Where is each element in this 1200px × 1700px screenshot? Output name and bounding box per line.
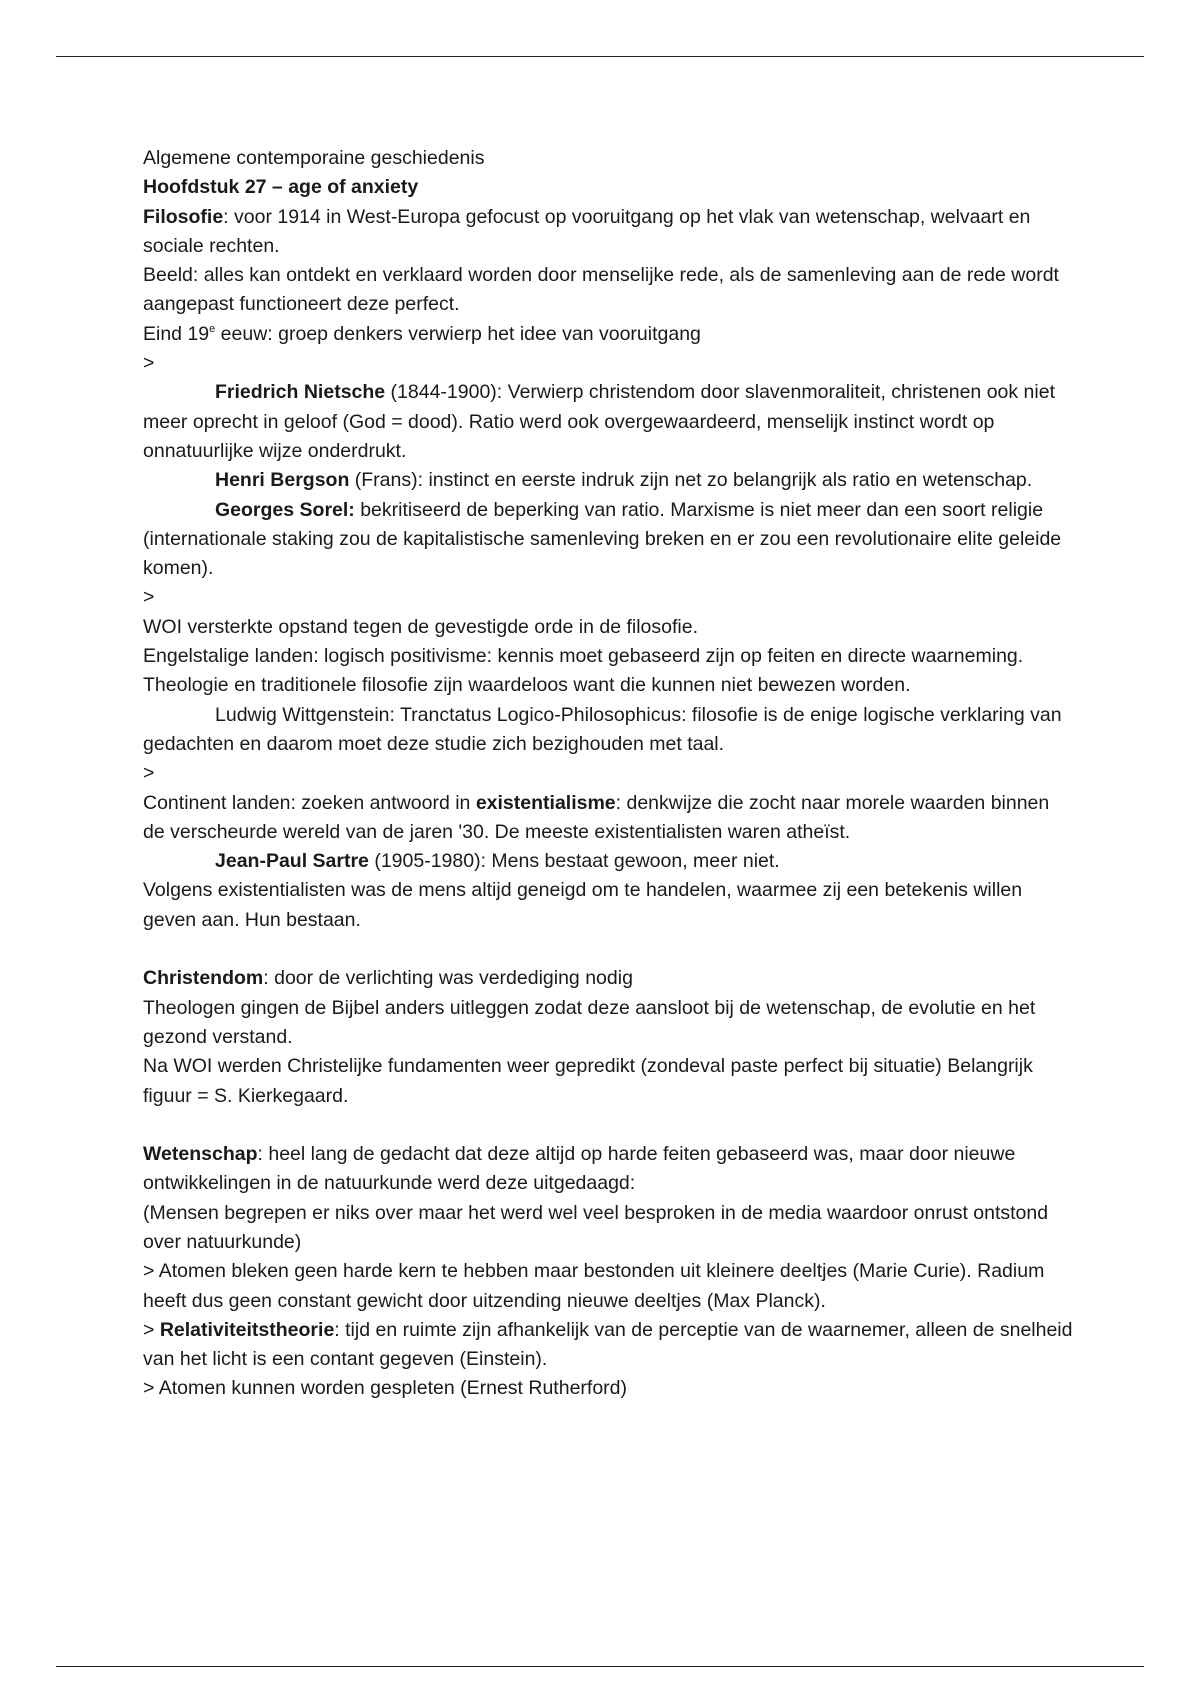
christendom-label: Christendom <box>143 967 264 990</box>
continent-paragraph: Continent landen: zoeken antwoord in existentialisme: denkwijze die zocht naar morele waarden binnen de verscheurde wereld van de jaren '30. De meeste existentialisten waren atheïst. <box>143 791 1050 843</box>
filosofie-intro: Filosofie: voor 1914 in West-Europa gefocust op vooruitgang op het vlak van wetenschap, welvaart en sociale rechten. <box>143 205 1031 257</box>
bergson-paragraph: Henri Bergson (Frans): instinct en eerste indruk zijn net zo belangrijk als ratio en wetenschap. <box>215 469 1033 492</box>
footer-rule <box>56 1666 1144 1667</box>
theologen-paragraph: Theologen gingen de Bijbel anders uitleggen zodat deze aansloot bij de wetenschap, de evolutie en het gezond verstand. <box>143 996 1036 1048</box>
nietsche-paragraph: Friedrich Nietsche (1844-1900): Verwierp christendom door slavenmoraliteit, christenen ook niet meer oprecht in geloof (God = dood). Ratio werd ook overgewaardeerd, menselijk instinct wordt op onnatuurlijke wijze onderdrukt. <box>143 381 1055 462</box>
filosofie-label: Filosofie <box>143 205 224 228</box>
wetenschap-label: Wetenschap <box>143 1143 258 1166</box>
arrow-marker: > <box>143 586 155 609</box>
arrow-marker: > <box>143 762 155 785</box>
sorel-paragraph: Georges Sorel: bekritiseerd de beperking van ratio. Marxisme is niet meer dan een soort religie (internationale staking zou de kapitalistische samenleving breken en er zou een revolutionaire elite geleide komen). <box>143 498 1062 580</box>
woi-paragraph: WOI versterkte opstand tegen de gevestigde orde in de filosofie. <box>143 615 698 638</box>
chapter-title: Hoofdstuk 27 – age of anxiety <box>143 176 419 199</box>
beeld-paragraph: Beeld: alles kan ontdekt en verklaard worden door menselijke rede, als de samenleving aan de rede wordt aangepast functioneert deze perfect. <box>143 264 1059 316</box>
eind-paragraph: Eind 19e eeuw: groep denkers verwierp het idee van vooruitgang <box>143 322 701 345</box>
arrow-marker: > <box>143 352 155 375</box>
wetenschap-intro: Wetenschap: heel lang de gedacht dat deze altijd op harde feiten gebaseerd was, maar door nieuwe ontwikkelingen in de natuurkunde werd deze uitgedaagd: <box>143 1143 1016 1195</box>
document-body <box>143 144 1073 1404</box>
sartre-paragraph: Jean-Paul Sartre (1905-1980): Mens bestaat gewoon, meer niet. <box>215 850 780 873</box>
header-rule <box>56 56 1144 57</box>
volgens-paragraph: Volgens existentialisten was de mens altijd geneigd om te handelen, waarmee zij een betekenis willen geven aan. Hun bestaan. <box>143 879 1023 931</box>
mensen-paragraph: (Mensen begrepen er niks over maar het werd wel veel besproken in de media waardoor onrust ontstond over natuurkunde) <box>143 1201 1049 1253</box>
wittgenstein-paragraph: Ludwig Wittgenstein: Tranctatus Logico-Philosophicus: filosofie is de enige logische verklaring van gedachten en daarom moet deze studie zich bezighouden met taal. <box>143 703 1062 755</box>
relativiteit-paragraph: > Relativiteitstheorie: tijd en ruimte zijn afhankelijk van de perceptie van de waarnemer, alleen de snelheid van het licht is een contant gegeven (Einstein). <box>143 1318 1073 1371</box>
course-title: Algemene contemporaine geschiedenis <box>143 147 485 169</box>
atomen-paragraph: > Atomen bleken geen harde kern te hebben maar bestonden uit kleinere deeltjes (Marie Curie). Radium heeft dus geen constant gewicht door uitzending nieuwe deeltjes (Max Planck). <box>143 1260 1045 1312</box>
splitsing-paragraph: > Atomen kunnen worden gespleten (Ernest Rutherford) <box>143 1377 627 1400</box>
na-woi-paragraph: Na WOI werden Christelijke fundamenten weer gepredikt (zondeval paste perfect bij situatie) Belangrijk figuur = S. Kierkegaard. <box>143 1055 1033 1107</box>
christendom-intro: Christendom: door de verlichting was verdediging nodig <box>143 967 633 990</box>
engelstalig-paragraph: Engelstalige landen: logisch positivisme: kennis moet gebaseerd zijn op feiten en directe waarneming. Theologie en traditionele filosofie zijn waardeloos want die kunnen niet bewezen worden. <box>143 645 1024 697</box>
